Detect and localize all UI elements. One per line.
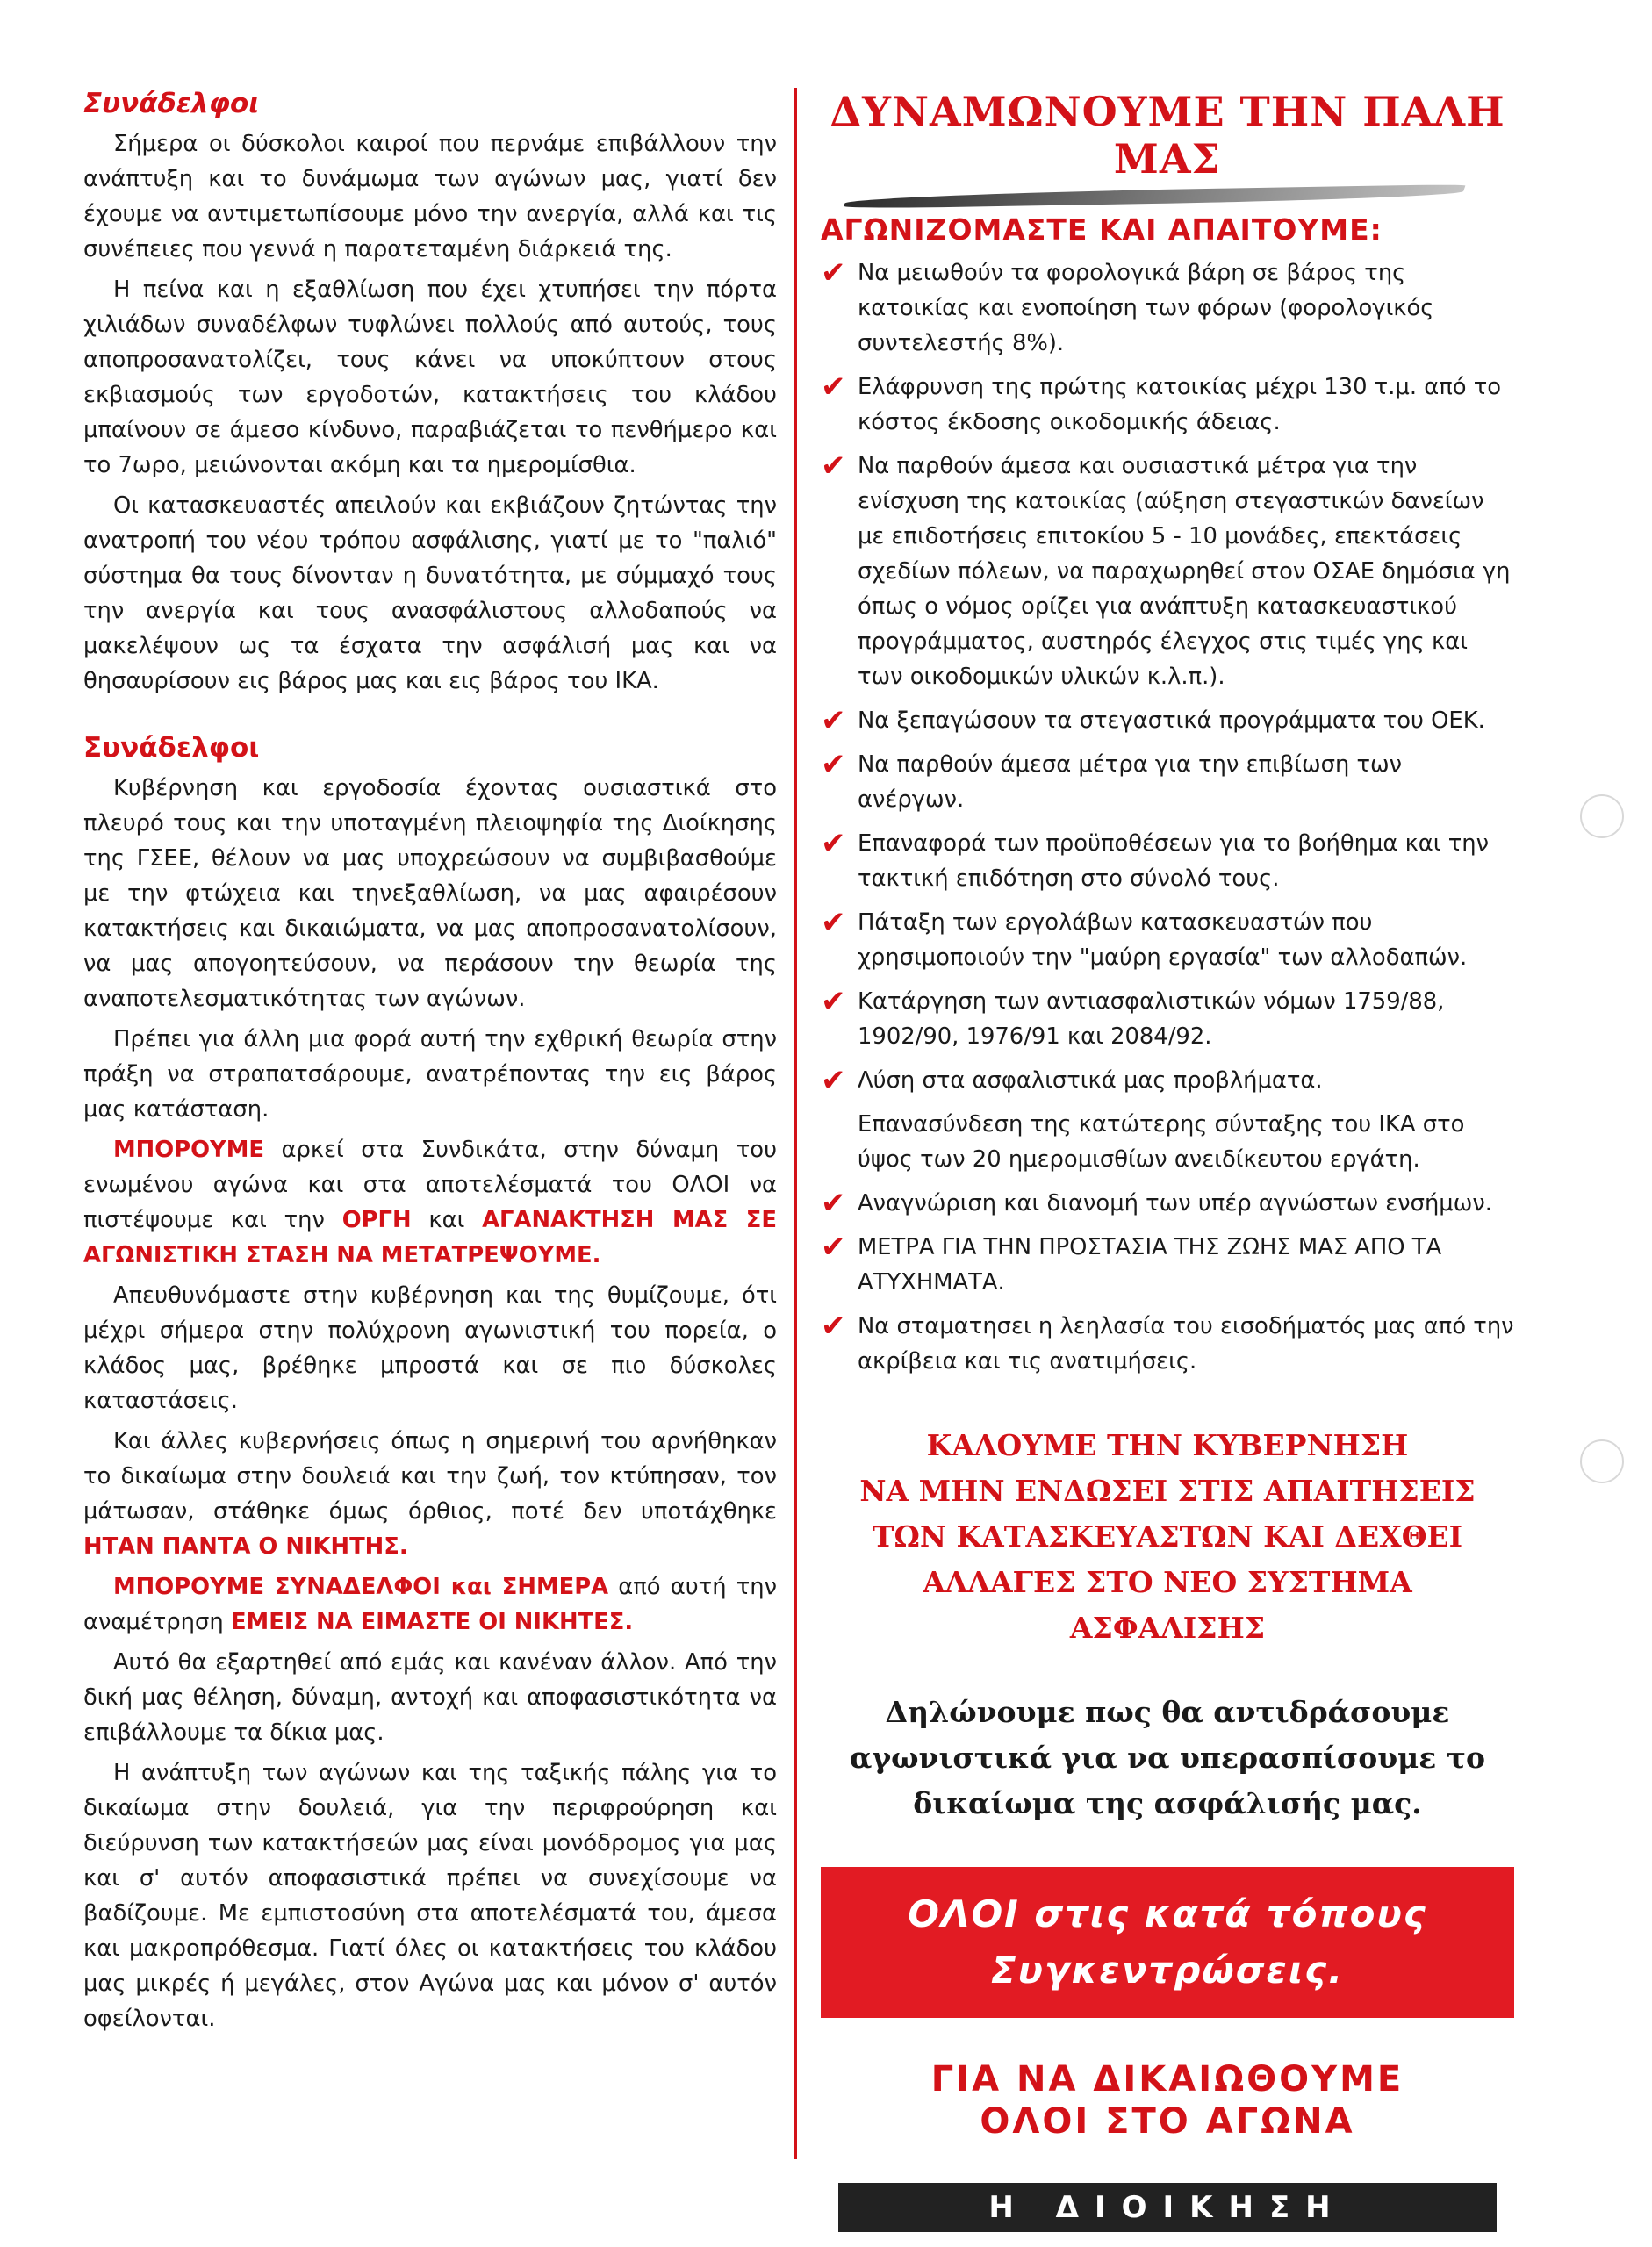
demand-item bbox=[821, 1186, 1514, 1221]
demands-title: ΑΓΩΝΙΖΟΜΑΣΤΕ ΚΑΙ ΑΠΑΙΤΟΥΜΕ: bbox=[821, 212, 1383, 247]
banner-line: Συγκεντρώσεις. bbox=[990, 1949, 1345, 1992]
paragraph-2: Η πείνα και η εξαθλίωση που έχει χτυπήσει την πόρτα χιλιάδων συναδέλφων τυφλώνει πολλούς από αυτούς, τους αποπροσανατολίζει, τους κάνει να υποκύπτουν στους εκβιασμούς των εργοδοτών, κατακτήσεις του κλάδου μπαίνουν σε άμεσο κίνδυνο, παραβιάζεται το πενθήμερο και το 7ωρο, μειώνονται ακόμη και τα ημερομίσθια. bbox=[83, 276, 777, 478]
emphasis-we-the-winners: ΕΜΕΙΣ ΝΑ ΕΙΜΑΣΤΕ ΟΙ ΝΙΚΗΤΕΣ. bbox=[230, 1609, 634, 1635]
demand-text: Πάταξη των εργολάβων κατασκευαστών που χρησιμοποιούν την "μαύρη εργασία" των αλλοδαπών. bbox=[858, 909, 1468, 971]
demand-item bbox=[821, 1063, 1514, 1098]
check-icon: ✔ bbox=[821, 1230, 846, 1265]
paragraph-8 bbox=[83, 1424, 777, 1564]
paragraph-5: Πρέπει για άλλη μια φορά αυτή την εχθρική θεωρία στην πράξη να στραπατσάρουμε, ανατρέποντας την εις βάρος μας κατάσταση. bbox=[83, 1026, 777, 1123]
check-icon: ✔ bbox=[821, 370, 846, 405]
paragraph-8-text: Και άλλες κυβερνήσεις όπως η σημερινή του αρνήθηκαν το δικαίωμα στην δουλειά και την ζωή, τον κτύπησαν, τον μάτωσαν, στάθηκε όμως όρθιος, ποτέ δεν υποτάχθηκε bbox=[83, 1428, 777, 1525]
check-icon: ✔ bbox=[821, 703, 846, 738]
demand-text: Να σταματησει η λεηλασία του εισοδήματός μας από την ακρίβεια και τις ανατιμήσεις. bbox=[858, 1313, 1514, 1375]
demand-item bbox=[821, 1309, 1514, 1379]
demand-item bbox=[821, 826, 1514, 896]
emphasis-always-winner: ΗΤΑΝ ΠΑΝΤΑ Ο ΝΙΚΗΤΗΣ. bbox=[83, 1533, 408, 1560]
declaration bbox=[821, 1690, 1514, 1827]
demand-text: Να παρθούν άμεσα μέτρα για την επιβίωση των ανέργων. bbox=[858, 751, 1403, 813]
demand-text: Κατάργηση των αντιασφαλιστικών νόμων 1759/88, 1902/90, 1976/91 και 2084/92. bbox=[858, 988, 1445, 1050]
call-line: ΤΩΝ ΚΑΤΑΣΚΕΥΑΣΤΩΝ ΚΑΙ ΔΕΧΘΕΙ bbox=[872, 1519, 1463, 1554]
slogan-line: ΓΙΑ ΝΑ ΔΙΚΑΙΩΘΟΥΜΕ bbox=[930, 2059, 1404, 2100]
paragraph-9 bbox=[83, 1569, 777, 1640]
paragraph-11: Η ανάπτυξη των αγώνων και της ταξικής πάλης για το δικαίωμα στην δουλειά, για την περιφρούρηση και διεύρυνση των κατακτήσεών μας είναι μονόδρομος για μας και σ' αυτόν αποφασιστικά πρέπει να συνεχίσουμε να βαδίζουμε. Με εμπιστοσύνη στα αποτελέσματά του, άμεσα και μακροπρόθεσμα. Γιατί όλες οι κατακτήσεις του κλάδου μας μικρές ή μεγάλες, στον Αγώνα μας και μόνον σ' αυτόν οφείλονται. bbox=[83, 1760, 777, 2032]
declaration-line: Δηλώνουμε πως θα αντιδράσουμε bbox=[885, 1695, 1450, 1729]
call-line: ΝΑ ΜΗΝ ΕΝΔΩΣΕΙ ΣΤΙΣ ΑΠΑΙΤΗΣΕΙΣ bbox=[859, 1474, 1476, 1508]
paragraph-3: Οι κατασκευαστές απειλούν και εκβιάζουν ζητώντας την ανατροπή του νέου τρόπου ασφάλισης, γιατί με το "παλιό" σύστημα θα τους δίνονταν η δυνατότητα, με σύμμαχό τους την ανεργία και τους ανασφάλιστους αλλοδαπούς να μακελέψουν ως τα έσχατα την ασφάλισή μας και να θησαυρίσουν εις βάρος μας και εις βάρος του ΙΚΑ. bbox=[83, 492, 777, 694]
demand-item bbox=[821, 703, 1514, 738]
demand-item bbox=[821, 905, 1514, 975]
check-icon: ✔ bbox=[821, 905, 846, 940]
demands-list bbox=[821, 255, 1514, 1379]
check-icon: ✔ bbox=[821, 747, 846, 782]
emphasis-anger: ΟΡΓΗ bbox=[341, 1207, 412, 1233]
call-line: ΑΛΛΑΓΕΣ ΣΤΟ ΝΕΟ ΣΥΣΤΗΜΑ bbox=[923, 1565, 1412, 1599]
demand-text: Ελάφρυνση της πρώτης κατοικίας μέχρι 130 τ.μ. από το κόστος έκδοσης οικοδομικής άδειας. bbox=[858, 374, 1502, 435]
emphasis-we-can-today: ΜΠΟΡΟΥΜΕ ΣΥΝΑΔΕΛΦΟΙ και ΣΗΜΕΡΑ bbox=[113, 1574, 609, 1600]
demand-text: Να μειωθούν τα φορολογικά βάρη σε βάρος της κατοικίας και ενοποίηση των φόρων (φορολογικός συντελεστής 8%). bbox=[858, 260, 1434, 356]
demand-extra-text: Επανασύνδεση της κατώτερης σύνταξης του ΙΚΑ στο ύψος των 20 ημερομισθίων ανειδίκευτου εργάτη. bbox=[858, 1111, 1465, 1173]
paragraph-4: Κυβέρνηση και εργοδοσία έχοντας ουσιαστικά στο πλευρό τους και την υποταγμένη πλειοψηφία της Διοίκησης της ΓΣΕΕ, θέλουν να μας υποχρεώσουν να συμβιβασθούμε με την φτώχεια και τηνεξαθλίωση, να μας αφαιρέσουν κατακτήσεις και δικαιώματα, να μας αποπροσανατολίσουν, να μας απογοητεύσουν, να περάσουν την θεωρία της αναποτελεσματικότητας των αγώνων. bbox=[83, 775, 777, 1012]
rally-banner bbox=[821, 1867, 1514, 2018]
declaration-line: δικαίωμα της ασφάλισής μας. bbox=[913, 1786, 1422, 1820]
demand-item bbox=[821, 370, 1514, 440]
paragraph-1: Σήμερα οι δύσκολοι καιροί που περνάμε επιβάλλουν την ανάπτυξη και το δυνάμωμα των αγώνων μας, γιατί δεν έχουμε να αντιμετωπίσουμε μόνο την ανεργία, αλλά και τις συνέπειες που γεννά η παρατεταμένη διάρκειά της. bbox=[83, 131, 777, 262]
demand-text: Λύση στα ασφαλιστικά μας προβλήματα. bbox=[858, 1067, 1323, 1094]
demand-item bbox=[821, 747, 1514, 817]
slogan-line: ΟΛΟΙ ΣΤΟ ΑΓΩΝΑ bbox=[980, 2101, 1355, 2142]
demand-item bbox=[821, 449, 1514, 694]
check-icon: ✔ bbox=[821, 826, 846, 861]
demand-text: Αναγνώριση και διανομή των υπέρ αγνώστων ενσήμων. bbox=[858, 1190, 1492, 1217]
heading-colleagues-2: Συνάδελφοι bbox=[83, 732, 260, 764]
demand-text: Επαναφορά των προϋποθέσεων για το βοήθημα και την τακτική επιδότηση στο σύνολό τους. bbox=[858, 830, 1490, 892]
demand-item bbox=[821, 984, 1514, 1054]
demand-text: ΜΕΤΡΑ ΓΙΑ ΤΗΝ ΠΡΟΣΤΑΣΙΑ ΤΗΣ ΖΩΗΣ ΜΑΣ ΑΠΟ ΤΑ ΑΤΥΧΗΜΑΤΑ. bbox=[858, 1234, 1442, 1296]
emphasis-indignation: ΑΓΑΝΑΚΤΗΣΗ ΜΑΣ ΣΕ ΑΓΩΝΙΣΤΙΚΗ ΣΤΑΣΗ ΝΑ ΜΕΤΑΤΡΕΨΟΥΜΕ. bbox=[83, 1207, 777, 1268]
column-divider bbox=[794, 88, 797, 2159]
check-icon: ✔ bbox=[821, 984, 846, 1019]
call-to-government bbox=[821, 1423, 1514, 1651]
punch-hole-mark bbox=[1580, 794, 1624, 838]
slogan bbox=[821, 2058, 1514, 2143]
left-column bbox=[83, 88, 777, 2042]
check-icon: ✔ bbox=[821, 1186, 846, 1221]
main-title: ΔΥΝΑΜΩΝΟΥΜΕ ΤΗΝ ΠΑΛΗ ΜΑΣ bbox=[830, 88, 1505, 183]
paragraph-10: Αυτό θα εξαρτηθεί από εμάς και κανέναν άλλον. Από την δική μας θέληση, δύναμη, αντοχή και αποφασιστικότητα να επιβάλλουμε τα δίκια μας. bbox=[83, 1649, 777, 1746]
demand-item bbox=[821, 255, 1514, 361]
brush-stroke-underline bbox=[843, 184, 1466, 209]
emphasis-we-can: ΜΠΟΡΟΥΜΕ bbox=[113, 1137, 265, 1163]
right-column bbox=[821, 88, 1514, 2232]
check-icon: ✔ bbox=[821, 1309, 846, 1344]
call-line: ΚΑΛΟΥΜΕ ΤΗΝ ΚΥΒΕΡΝΗΣΗ bbox=[926, 1428, 1409, 1462]
demand-text: Να παρθούν άμεσα και ουσιαστικά μέτρα για την ενίσχυση της κατοικίας (αύξηση στεγαστικών δανείων με επιδοτήσεις επιτοκίου 5 - 10 μονάδες, επεκτάσεις σχεδίων πόλεων, να παραχωρηθεί στον ΟΣΑΕ δημόσια γη όπως ο νόμος ορίζει για ανάπτυξη κατασκευαστικού προγράμματος, αυστηρός έλεγχος στις τιμές γης και των οικοδομικών υλικών κ.λ.π.). bbox=[858, 453, 1511, 690]
banner-line: ΟΛΟΙ στις κατά τόπους bbox=[908, 1892, 1427, 1935]
demand-text: Να ξεπαγώσουν τα στεγαστικά προγράμματα του ΟΕΚ. bbox=[858, 707, 1485, 734]
paragraph-6 bbox=[83, 1132, 777, 1273]
check-icon: ✔ bbox=[821, 449, 846, 484]
check-icon: ✔ bbox=[821, 255, 846, 291]
punch-hole-mark bbox=[1580, 1439, 1624, 1483]
signature-bar: Η ΔΙΟΙΚΗΣΗ bbox=[838, 2183, 1497, 2232]
paragraph-7: Απευθυνόμαστε στην κυβέρνηση και της θυμίζουμε, ότι μέχρι σήμερα στην πολύχρονη αγωνιστική του πορεία, ο κλάδος μας, βρέθηκε μπροστά και σε πιο δύσκολες καταστάσεις. bbox=[83, 1282, 777, 1414]
demand-subitem bbox=[821, 1107, 1514, 1177]
demand-item bbox=[821, 1230, 1514, 1300]
declaration-line: αγωνιστικά για να υπερασπίσουμε το bbox=[849, 1741, 1486, 1775]
check-icon: ✔ bbox=[821, 1063, 846, 1098]
call-line: ΑΣΦΑΛΙΣΗΣ bbox=[1069, 1611, 1266, 1645]
heading-colleagues-1: Συνάδελφοι bbox=[83, 88, 260, 119]
paragraph-9-text: από αυτή την αναμέτρηση bbox=[83, 1574, 777, 1635]
paragraph-6-text-a: αρκεί στα Συνδικάτα, στην δύναμη του ενωμένου αγώνα και στα αποτελέσματά του ΟΛΟΙ να πιστέψουμε και την bbox=[83, 1137, 777, 1233]
paragraph-6-text-b: και bbox=[411, 1207, 483, 1233]
